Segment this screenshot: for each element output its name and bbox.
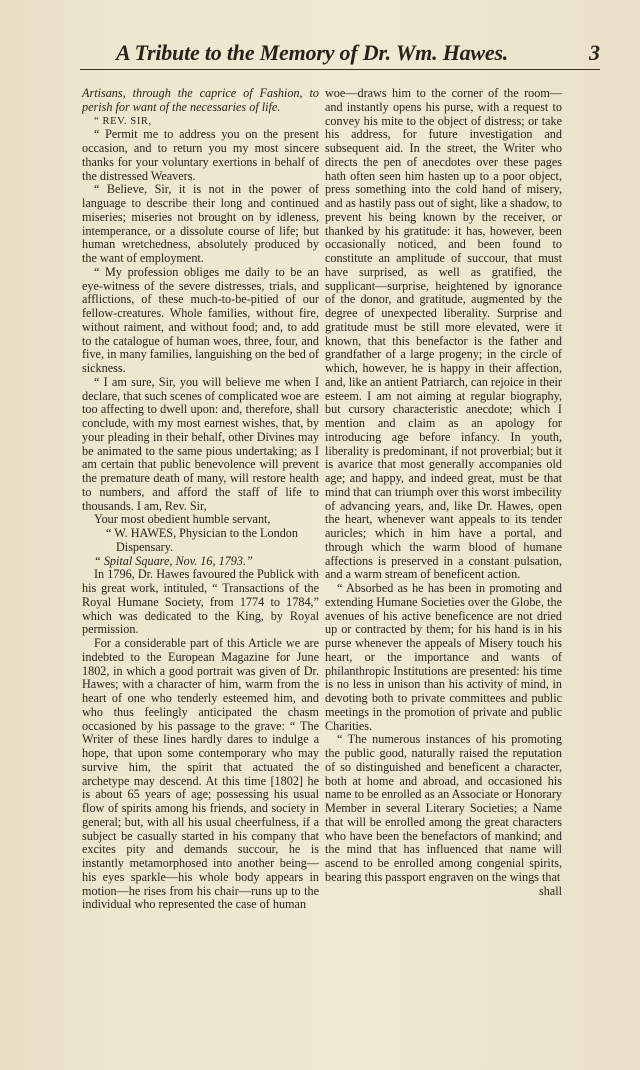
header-rule xyxy=(80,69,600,70)
paragraph: “ Absorbed as he has been in promoting and extending Humane Societies over the Globe, the avenues of his active beneficence are not dried up or contracted by them; for his hand is in his purse whenever the appeals of Misery touch his heart, or the importance and wants of philanthropic Institutions are presented: his time is no less in unison than his activity of mind, in devoting both to private committees and public meetings in the promotion of private and public Charities. xyxy=(325,581,562,733)
paragraph: “ The numerous instances of his promoting the public good, naturally raised the reputation of so distinguished and beneficent a character, both at home and abroad, and occasioned his name to be enrolled as an Associate or Honorary Member in several Literary Societies; a Name that will be enrolled among the great characters who have been the benefactors of mankind; and the mind that has influenced that name will ascend to be enrolled among congenial spirits, bearing this passport engraven on the wings that xyxy=(325,732,562,884)
letter-signature: “ W. HAWES, Physician to the London Dispensary. xyxy=(106,526,298,554)
paragraph: “ My profession obliges me daily to be an eye-witness of the severe distresses, trials, and afflictions, of these much-to-be-pitied of our fellow-creatures. Whole families, without fire, without raiment, and without food; and, to add to the catalogue of human woes, three, four, and five, in many families, languishing on the bed of sickness. xyxy=(82,264,319,375)
letter-dateline: “ Spital Square, Nov. 16, 1793.” xyxy=(94,553,253,568)
paragraph: “ I am sure, Sir, you will believe me when I declare, that such scenes of complicated woe are too affecting to dwell upon: and, therefore, shall conclude, with my most earnest wishes, that, by your pleading in their behalf, other Divines may be animated to the same pious undertaking; as I am certain that public benevolence will prevent the premature death of many, will restore health to numbers, and afford the staff of life to thousands. I am, Rev. Sir, xyxy=(82,374,319,513)
paragraph: “ Permit me to address you on the present occasion, and to return you my most sincere thanks for your voluntary exertions in behalf of the distressed Weavers. xyxy=(82,127,319,183)
letter-closing: Your most obedient humble servant, xyxy=(94,512,271,527)
paragraph: Artisans, through the caprice of Fashion, to perish for want of the necessaries of life. xyxy=(82,86,319,114)
catchword: shall xyxy=(538,883,562,898)
running-title: A Tribute to the Memory of Dr. Wm. Hawes. xyxy=(116,40,509,65)
paragraph: woe—draws him to the corner of the room—and instantly opens his purse, with a request to convey his mite to the object of distress; or take his address, for future investigation and subsequent aid. In the street, the Writer who directs the pen of anecdotes over these pages hath often seen him hasten up to a poor object, press something into the cold hand of misery, and as hastily pass out of sight, like a shadow, to prevent his being known by the receiver, or thanked by his gratitude: it has, however, been occasionally noticed, and been found to constitute an amplitude of succour, that must have surprised, as well as gratified, the supplicant—surprise, heightened by ignorance of the donor, and gratitude, augmented by the degree of unexpected liberality. Surprise and gratitude must be still more elevated, were it known, that this benefactor is the father and grandfather of a large progeny; in the circle of which, however, he is happy in their affection, and, like an antient Patriarch, can rejoice in their esteem. I am not aiming at regular biography, but cursory characteristic anecdote; which I mention and claim as an apology for introducing age before infancy. In youth, liberality is predominant, if not proverbial; but it is avarice that most generally accompanies old age; and happy, and indeed great, must be that mind that can triumph over this worst imbecility of advancing years, and, like Dr. Hawes, open the heart, whenever want appeals to its tender auricles; which in him have a portal, and through which the warm blood of humane affections is preserved in a constant pulsation, and a warm stream of beneficent action. xyxy=(325,86,562,582)
salutation: “ REV. SIR, xyxy=(94,115,152,127)
right-column xyxy=(325,87,562,898)
paragraph: “ Believe, Sir, it is not in the power of language to describe their long and continued miseries; miseries not brought on by idleness, intemperance, or a dissolute course of life; but human wretchedness, absolutely produced by the want of employment. xyxy=(82,182,319,265)
paragraph: For a considerable part of this Article we are indebted to the European Magazine for June 1802, in which a good portrait was given of Dr. Hawes; with a character of him, warm from the heart of one who tenderly esteemed him, and who thus feelingly anticipated the chasm occasioned by his passage to the grave: “ The Writer of these lines hardly dares to indulge a hope, that upon some contemporary who may survive him, the spirit that actuated the archetype may descend. At this time [1802] he is about 65 years of age; possessing his usual flow of spirits among his friends, and society in general; but, with all his usual cheerfulness, if a subject be casually started in his company that excites pity and demands succour, he is instantly metamorphosed into another being—his eyes sparkle—his whole body appears in motion—he rises from his chair—runs up to the individual who represented the case of human xyxy=(82,636,319,912)
page-header xyxy=(0,40,640,80)
paragraph: In 1796, Dr. Hawes favoured the Publick with his great work, intituled, “ Transactions of the Royal Humane Society, from 1774 to 1784,” which was dedicated to the King, by Royal permission. xyxy=(82,567,319,637)
left-column xyxy=(82,87,319,912)
page-number: 3 xyxy=(589,40,600,65)
